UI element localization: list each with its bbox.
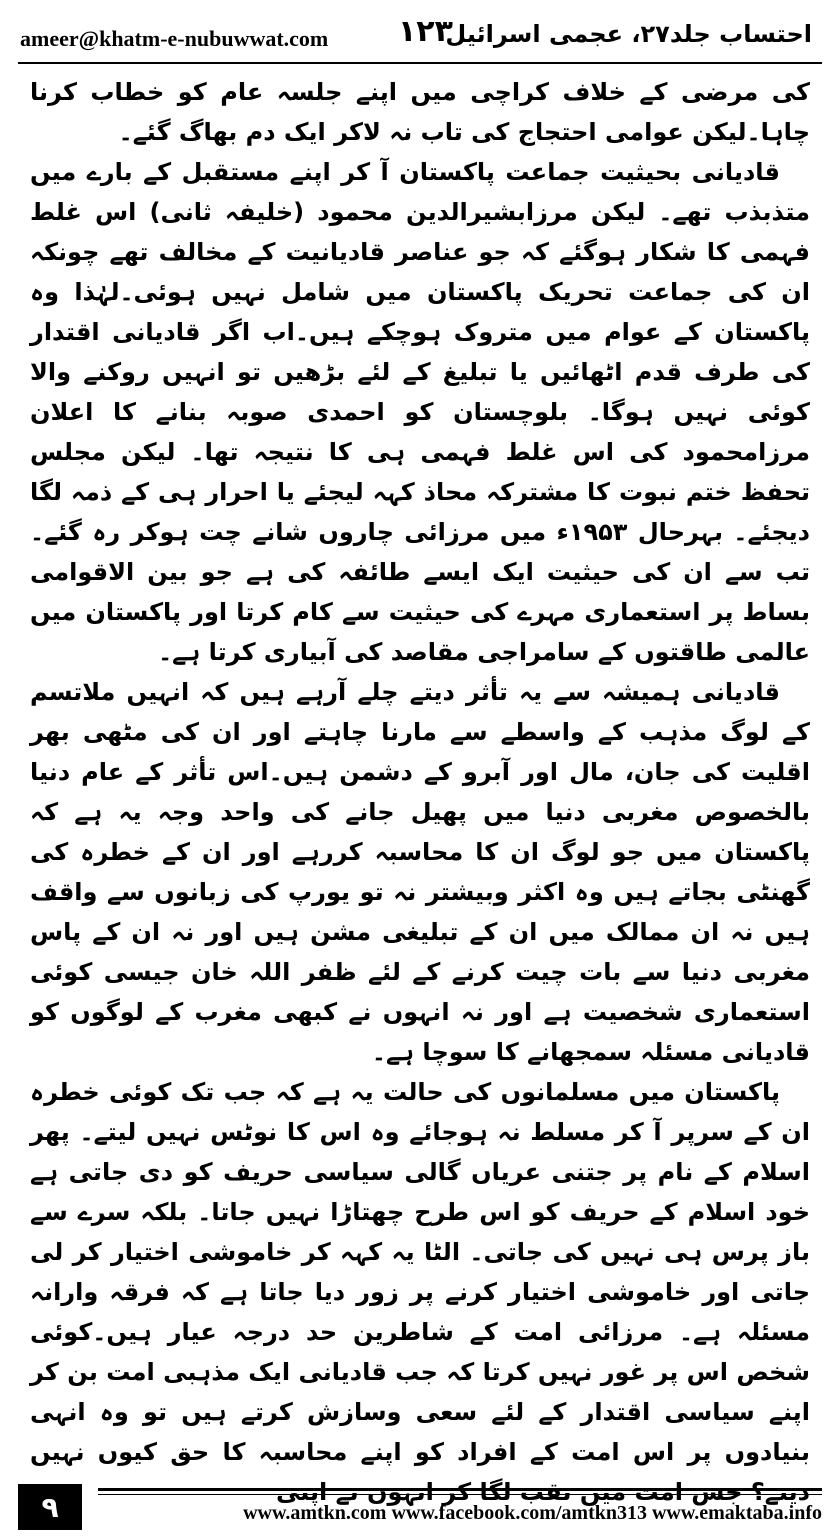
- page-footer: [18, 1484, 822, 1536]
- footer-rule-thin: [98, 1494, 822, 1495]
- header-rule: [18, 62, 822, 64]
- header-email: ameer@khatm-e-nubuwwat.com: [20, 26, 329, 51]
- footer-page-number: ۹: [41, 1490, 59, 1524]
- paragraph: پاکستان میں مسلمانوں کی حالت یہ ہے کہ جب تک کوئی خطرہ ان کے سرپر آ کر مسلط نہ ہوجائے وہ اس کا نوٹس نہیں لیتے۔ پھر اسلام کے نام پر جتنی عریاں گالی سیاسی حریف کو دی جاتی ہے خود اسلام کے حریف کو اس طرح چھتاڑا نہیں جاتا۔ بلکہ سرے سے باز پرس ہی نہیں کی جاتی۔ الٹا یہ کہہ کر خاموشی اختیار کر لی جاتی اور خاموشی اختیار کرنے پر زور دیا جاتا ہے کہ فرقہ وارانہ مسئلہ ہے۔ مرزائی امت کے شاطرین حد درجہ عیار ہیں۔کوئی شخص اس پر غور نہیں کرتا کہ جب قادیانی ایک مذہبی امت بن کر اپنے سیاسی اقتدار کے لئے سعی وسازش کرتے ہیں تو وہ انہی بنیادوں پر اس امت کے افراد کو اپنے محاسبہ کا حق کیوں نہیں دیتے؟ جس امت میں نقب لگا کر انہوں نے اپنی: [30, 1078, 810, 1506]
- footer-rule-thick: [98, 1488, 822, 1491]
- body-text: [30, 72, 810, 1506]
- header-page-number: ۱۲۳: [398, 14, 453, 49]
- footer-page-number-box: [18, 1484, 82, 1530]
- paragraph: قادیانی بحیثیت جماعت پاکستان آ کر اپنے مستقبل کے بارے میں متذبذب تھے۔ لیکن مرزابشیرالدین محمود (خلیفہ ثانی) اس غلط فہمی کا شکار ہوگئے کہ جو عناصر قادیانیت کے مخالف تھے چونکہ ان کی جماعت تحریک پاکستان میں شامل نہیں ہوئی۔لہٰذا وہ پاکستان کے عوام میں متروک ہوچکے ہیں۔اب اگر قادیانی اقتدار کی طرف قدم اٹھائیں یا تبلیغ کے لئے بڑھیں تو انہیں روکنے والا کوئی نہیں ہوگا۔ بلوچستان کو احمدی صوبہ بنانے کا اعلان مرزامحمود کی اس غلط فہمی ہی کا نتیجہ تھا۔ لیکن مجلس تحفظ ختم نبوت کا مشترکہ محاذ کہہ لیجئے یا احرار ہی کے ذمہ لگا دیجئے۔ بہرحال ۱۹۵۳ء میں مرزائی چاروں شانے چت ہوکر رہ گئے۔تب سے ان کی حیثیت ایک ایسے طائفہ کی ہے جو بین الاقوامی بساط پر استعماری مہرے کی حیثیت سے کام کرتا اور پاکستان میں عالمی طاقتوں کے سامراجی مقاصد کی آبیاری کرتا ہے۔: [30, 158, 810, 666]
- paragraph: قادیانی ہمیشہ سے یہ تأثر دیتے چلے آرہے ہیں کہ انہیں ملاتسم کے لوگ مذہب کے واسطے سے مارنا چاہتے اور ان کی مٹھی بھر اقلیت کی جان، مال اور آبرو کے دشمن ہیں۔اس تأثر کے عام دنیا بالخصوص مغربی دنیا میں پھیل جانے کی واحد وجہ یہ ہے کہ پاکستان میں جو لوگ ان کا محاسبہ کررہے اور ان کے خطرہ کی گھنٹی بجاتے ہیں وہ اکثر وبیشتر نہ تو یورپ کی زبانوں سے واقف ہیں نہ ان ممالک میں ان کے تبلیغی مشن ہیں اور نہ ان کے پاس مغربی دنیا سے بات چیت کرنے کے لئے ظفر اللہ خان جیسی کوئی استعماری شخصیت ہے اور نہ انہوں نے کبھی مغرب کے لوگوں کو قادیانی مسئلہ سمجھانے کا سوچا ہے۔: [30, 678, 810, 1066]
- header-book-title: احتساب جلد۲۷، عجمی اسرائیل: [445, 20, 812, 48]
- footer-links: www.amtkn.com www.facebook.com/amtkn313 www.emaktaba.info: [243, 1502, 822, 1524]
- paragraph: کی مرضی کے خلاف کراچی میں اپنے جلسہ عام کو خطاب کرنا چاہا۔لیکن عوامی احتجاج کی تاب نہ لاکر ایک دم بھاگ گئے۔: [30, 78, 810, 146]
- page-header: [10, 8, 830, 64]
